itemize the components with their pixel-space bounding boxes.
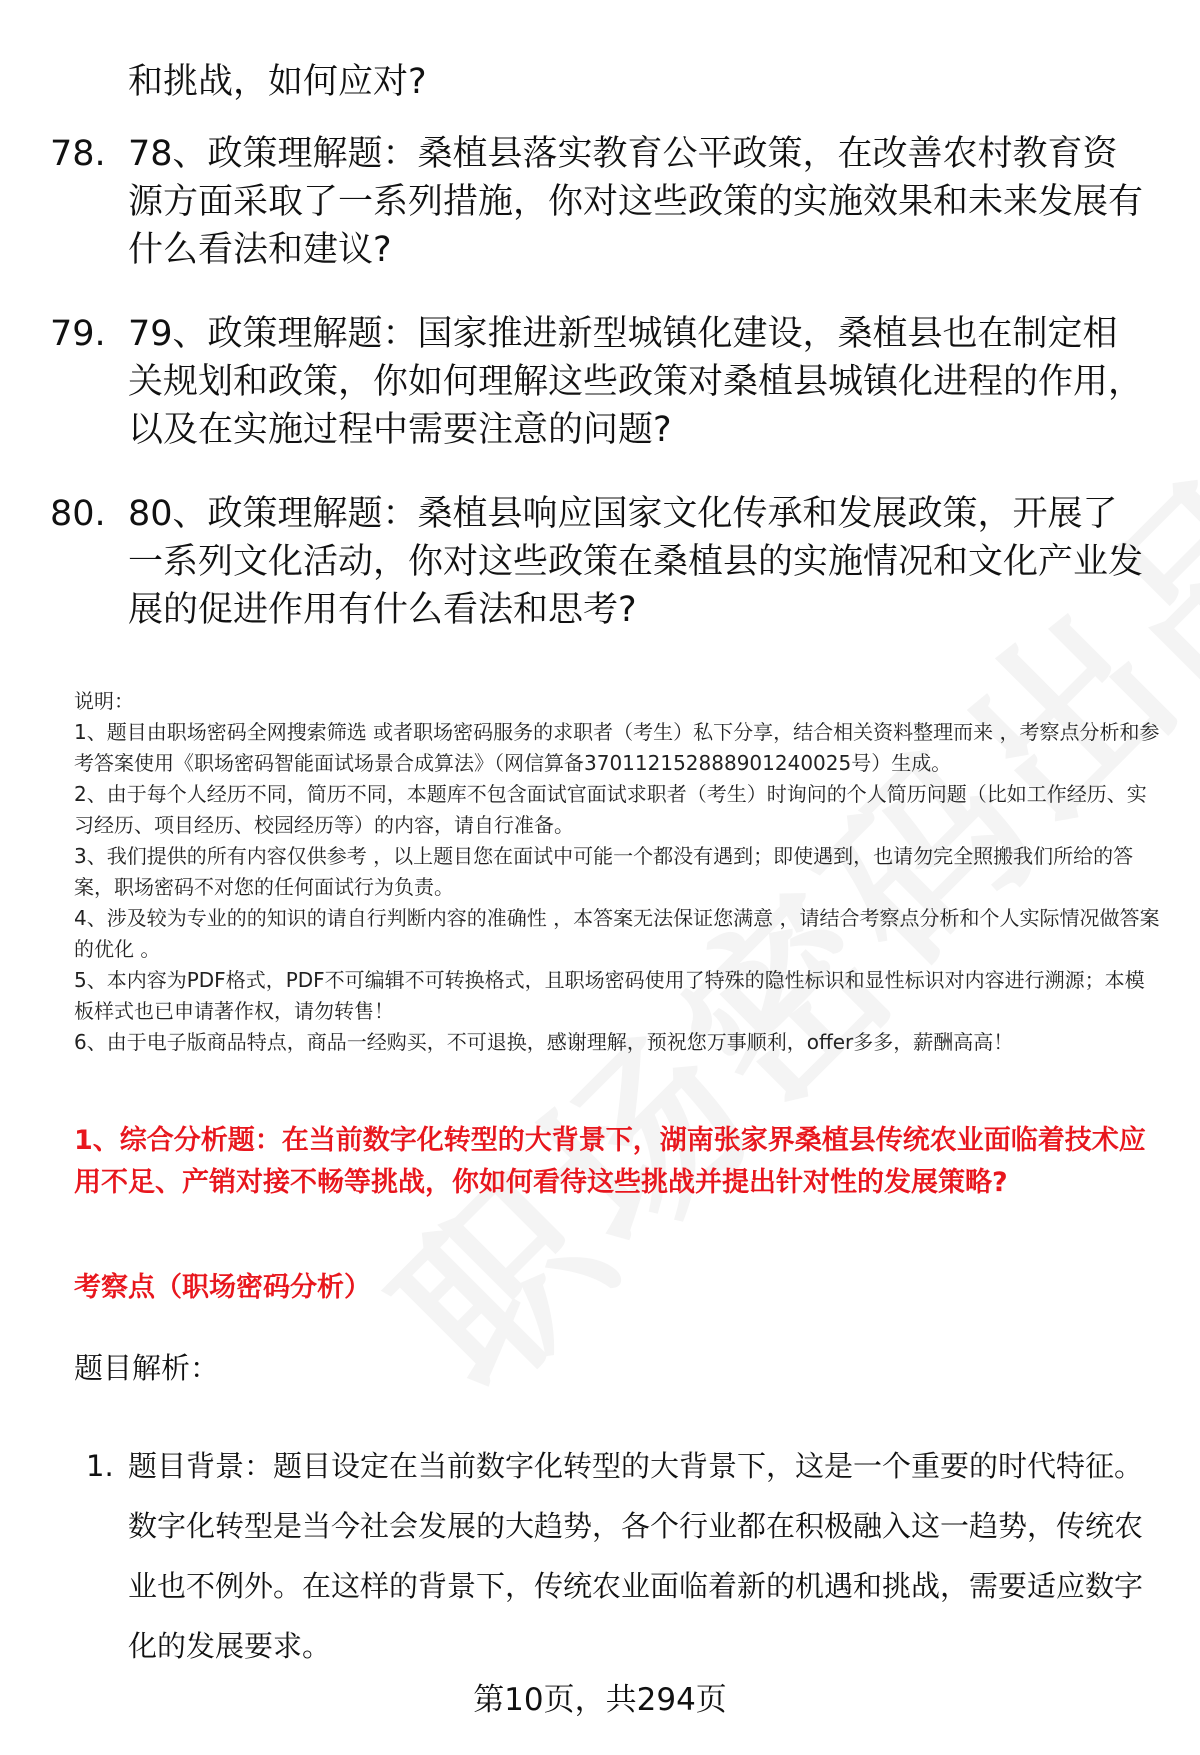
analysis-item-text: 题目背景：题目设定在当前数字化转型的大背景下，这是一个重要的时代特征。数字化转型是当今社会发展的大趋势，各个行业都在积极融入这一趋势，传统农业也不例外。在这样的背景下，传统农业面临着新的机遇和挑战，需要适应数字化的发展要求。	[128, 1449, 1144, 1663]
notes-heading: 说明：	[74, 689, 134, 713]
inspection-point-heading: 考察点（职场密码分析）	[74, 1272, 371, 1303]
question-text: 79、政策理解题：国家推进新型城镇化建设，桑植县也在制定相关规划和政策，你如何理解这些政策对桑植县城镇化进程的作用，以及在实施过程中需要注意的问题?	[128, 314, 1144, 450]
note-item: 3、我们提供的所有内容仅供参考 ，以上题目您在面试中可能一个都没有遇到；即使遇到，也请勿完全照搬我们所给的答案，职场密码不对您的任何面试行为负责。	[74, 844, 1134, 899]
question-text: 80、政策理解题：桑植县响应国家文化传承和发展政策，开展了一系列文化活动，你对这些政策在桑植县的实施情况和文化产业发展的促进作用有什么看法和思考?	[128, 494, 1144, 630]
note-item: 6、由于电子版商品特点，商品一经购买，不可退换，感谢理解，预祝您万事顺利，offer多多，薪酬高高！	[74, 1030, 1014, 1054]
question-item	[50, 130, 1150, 274]
note-item: 1、题目由职场密码全网搜索筛选 或者职场密码服务的求职者（考生）私下分享，结合相关资料整理而来 ，考察点分析和参考答案使用《职场密码智能面试场景合成算法》（网信算备370112152888901240025号）生成。	[74, 720, 1160, 775]
notes-section	[74, 686, 1160, 1058]
analysis-item	[86, 1436, 1150, 1676]
page-footer: 第10页，共294页	[473, 1682, 727, 1718]
analysis-title: 题目解析：	[74, 1351, 220, 1385]
question-continuation: 和挑战，如何应对?	[128, 62, 427, 102]
question-number: 80.	[50, 494, 106, 534]
note-item: 4、涉及较为专业的的知识的请自行判断内容的准确性 ，本答案无法保证您满意 ，请结合考察点分析和个人实际情况做答案的优化 。	[74, 906, 1160, 961]
question-number: 79.	[50, 314, 106, 354]
question-text: 78、政策理解题：桑植县落实教育公平政策，在改善农村教育资源方面采取了一系列措施，你对这些政策的实施效果和未来发展有什么看法和建议?	[128, 134, 1144, 270]
note-item: 2、由于每个人经历不同，简历不同，本题库不包含面试官面试求职者（考生）时询问的个人简历问题（比如工作经历、实习经历、项目经历、校园经历等）的内容，请自行准备。	[74, 782, 1147, 837]
note-item: 5、本内容为PDF格式，PDF不可编辑不可转换格式，且职场密码使用了特殊的隐性标识和显性标识对内容进行溯源；本模板样式也已申请著作权，请勿转售！	[74, 968, 1145, 1023]
question-item	[50, 310, 1150, 454]
question-number: 78.	[50, 134, 106, 174]
featured-question: 1、综合分析题：在当前数字化转型的大背景下，湖南张家界桑植县传统农业面临着技术应用不足、产销对接不畅等挑战，你如何看待这些挑战并提出针对性的发展策略?	[74, 1125, 1146, 1198]
question-item	[50, 490, 1150, 634]
analysis-item-number: 1.	[86, 1449, 114, 1483]
